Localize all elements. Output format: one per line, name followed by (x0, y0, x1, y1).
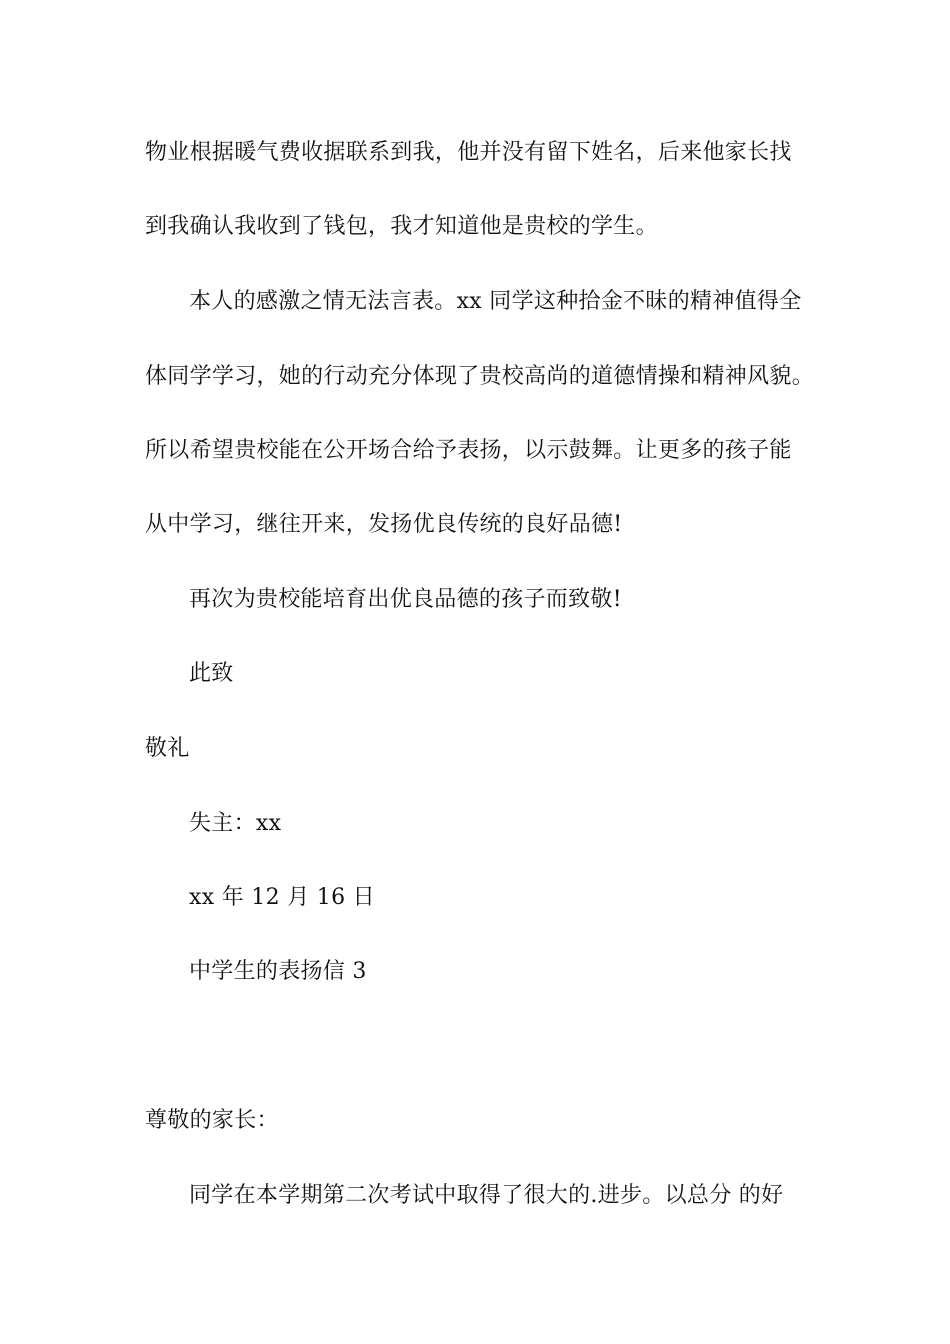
section-title: 中学生的表扬信 3 (189, 959, 367, 984)
body-line-7: 再次为贵校能培育出优良品德的孩子而致敬! (189, 587, 622, 612)
body-line-1: 物业根据暖气费收据联系到我，他并没有留下姓名，后来他家长找 (145, 140, 792, 165)
closing-salutation: 此致 (189, 661, 234, 686)
signature-owner: 失主：xx (189, 811, 282, 836)
body-line-8: 同学在本学期第二次考试中取得了很大的.进步。以总分 的好 (189, 1183, 784, 1208)
body-line-2: 到我确认我收到了钱包，我才知道他是贵校的学生。 (145, 214, 658, 239)
signature-date: xx 年 12 月 16 日 (189, 885, 375, 910)
body-line-4: 体同学学习，她的行动充分体现了贵校高尚的道德情操和精神风貌。 (145, 364, 815, 389)
body-line-5: 所以希望贵校能在公开场合给予表扬，以示鼓舞。让更多的孩子能 (145, 438, 792, 463)
closing-regards: 敬礼 (145, 736, 190, 761)
body-line-6: 从中学习，继往开来，发扬优良传统的良好品德! (145, 512, 623, 537)
greeting: 尊敬的家长： (145, 1108, 279, 1133)
body-line-3: 本人的感激之情无法言表。xx 同学这种拾金不昧的精神值得全 (189, 289, 802, 314)
